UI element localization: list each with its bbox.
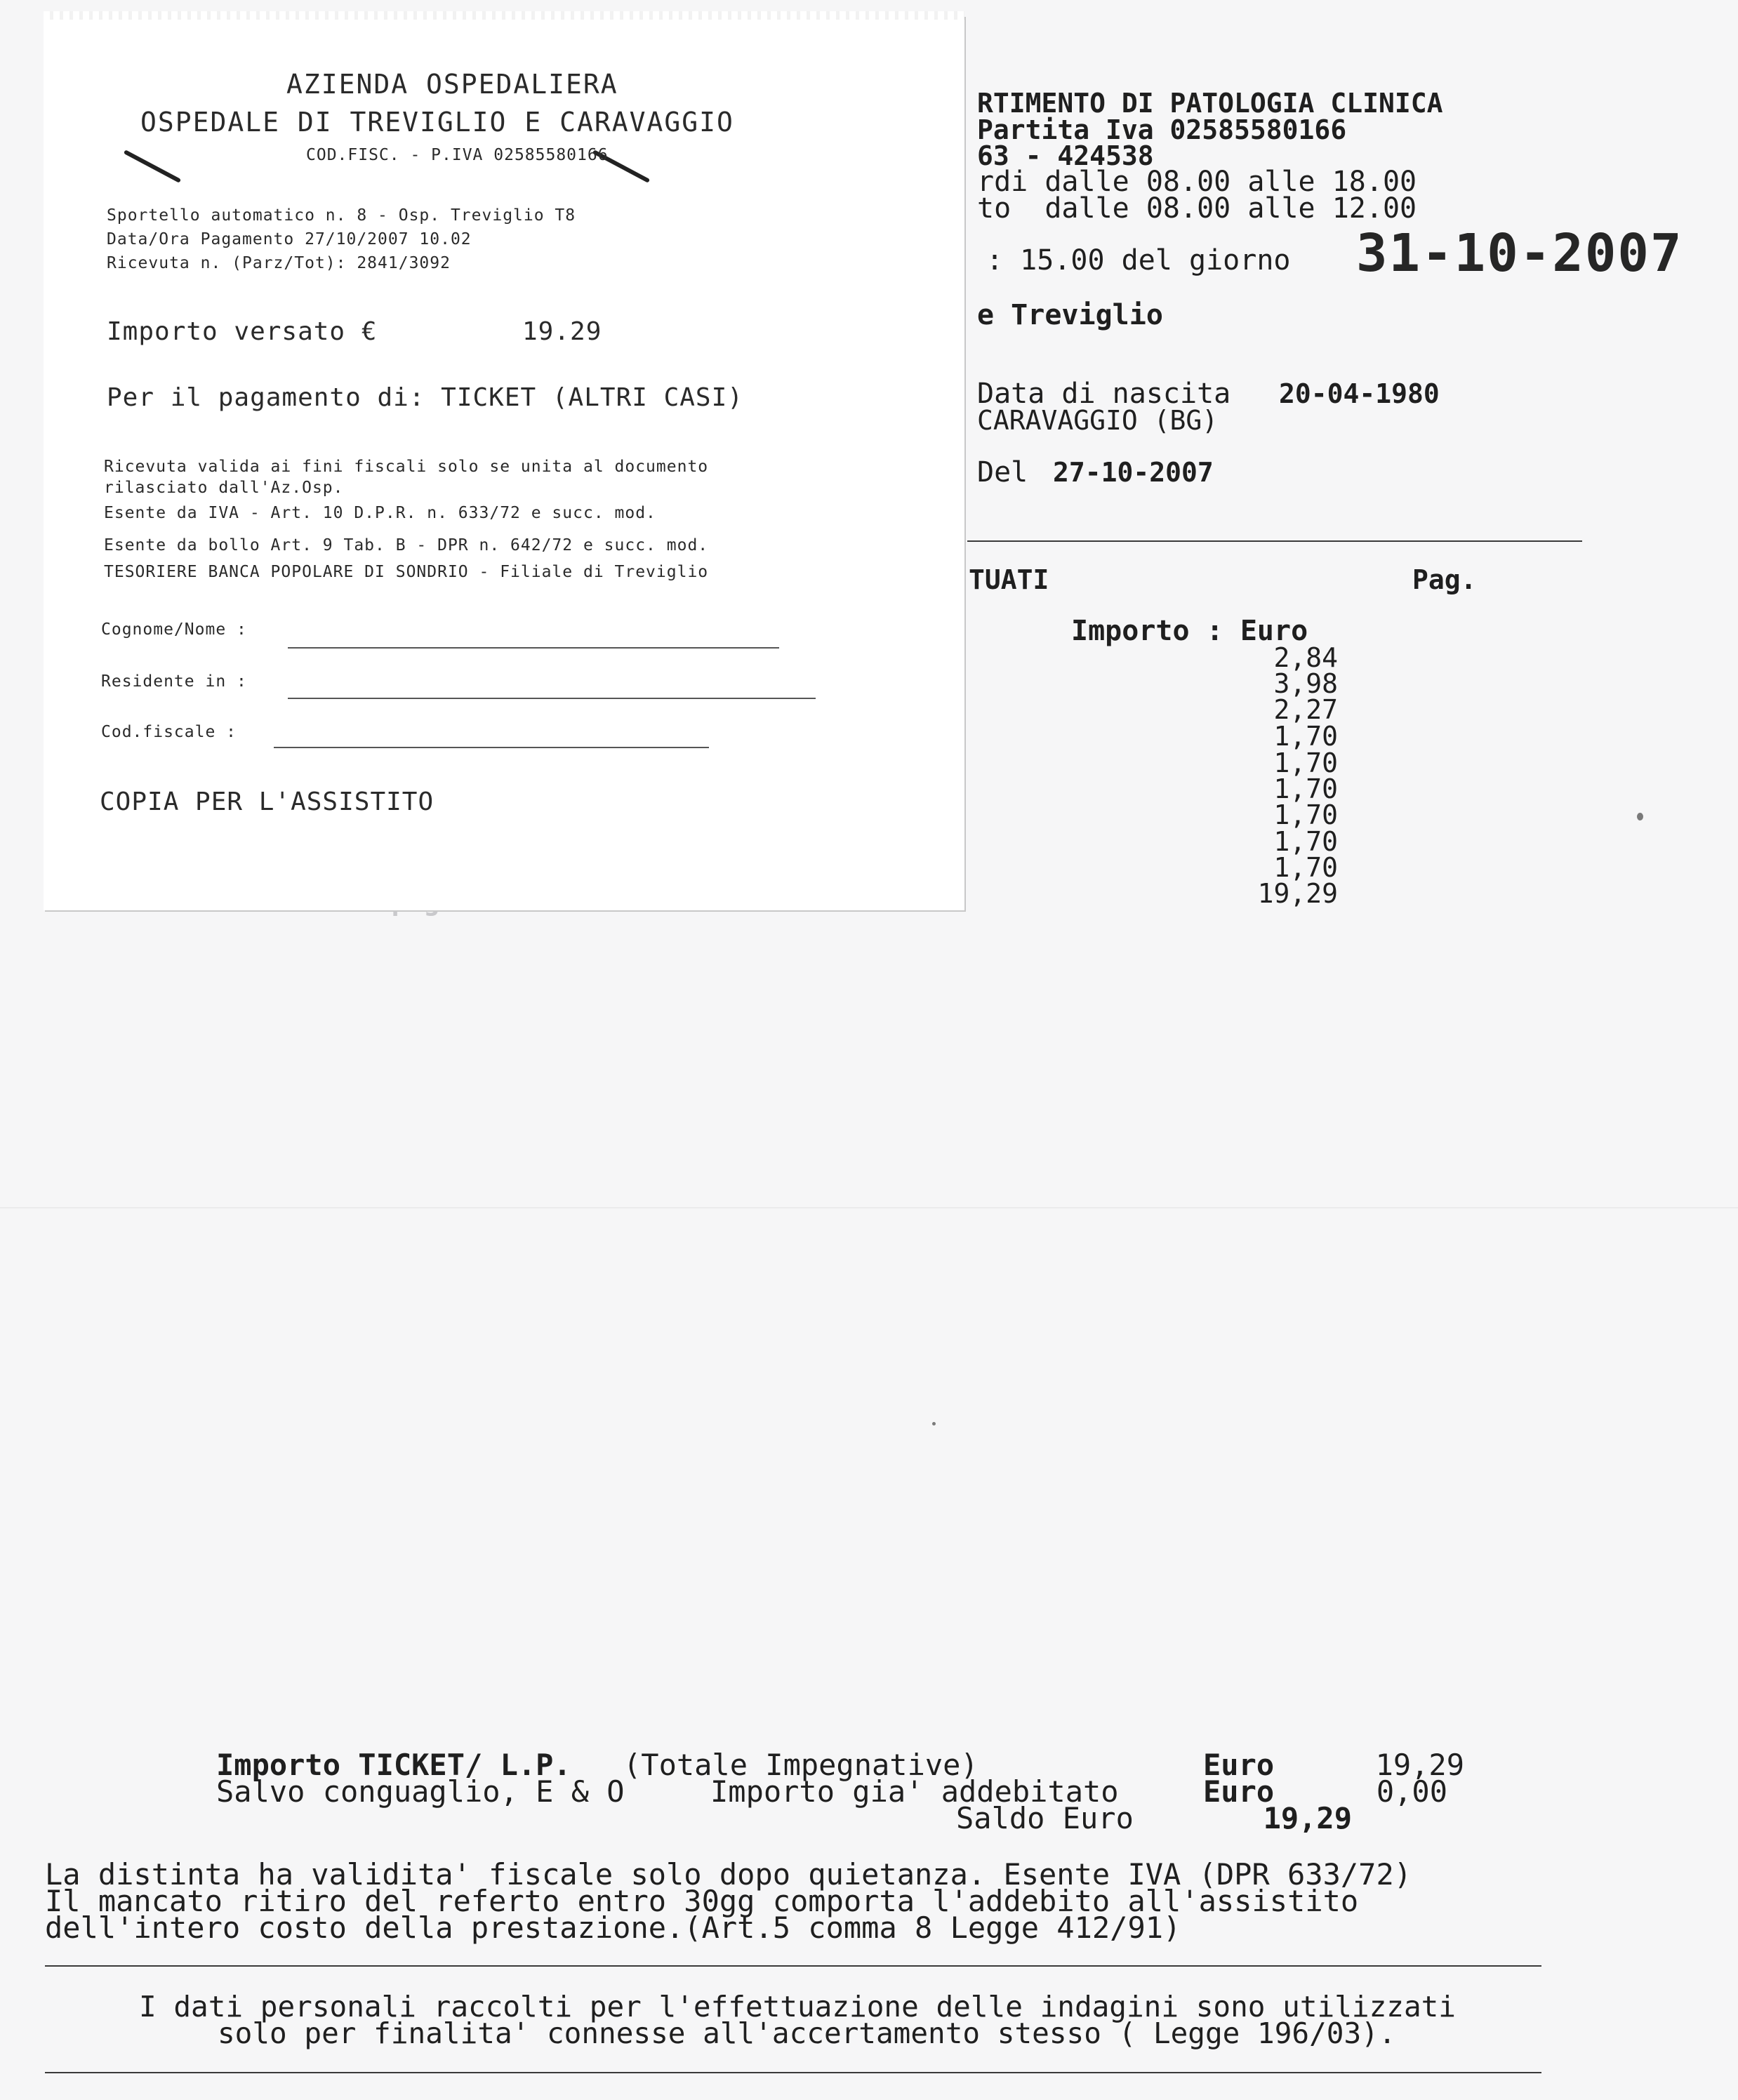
paper-fold bbox=[0, 1207, 1738, 1209]
header-line-5: to dalle 08.00 alle 12.00 bbox=[977, 192, 1417, 225]
importo-header: Importo : Euro bbox=[1071, 615, 1308, 647]
del-label: Del bbox=[977, 456, 1028, 489]
amount-row: 1,70 bbox=[1273, 773, 1338, 804]
section-title: TUATI bbox=[969, 564, 1049, 595]
codfiscale-field-line bbox=[274, 747, 709, 748]
header-line-3: 63 - 424538 bbox=[977, 140, 1154, 171]
amount-row: 3,98 bbox=[1273, 668, 1338, 699]
importo-versato-label: Importo versato € bbox=[107, 317, 378, 346]
header-line-4: rdi dalle 08.00 alle 18.00 bbox=[977, 166, 1417, 198]
amount-row: 1,70 bbox=[1273, 721, 1338, 752]
copia-assistito: COPIA PER L'ASSISTITO bbox=[100, 788, 434, 816]
receipt-note-4: Esente da bollo Art. 9 Tab. B - DPR n. 642/72 e succ. mod. bbox=[104, 536, 709, 554]
saldo-label: Saldo Euro bbox=[956, 1801, 1134, 1835]
section-rule bbox=[967, 540, 1582, 542]
totale-currency: Euro bbox=[1203, 1748, 1275, 1782]
note-line-2: Il mancato ritiro del referto entro 30gg comporta l'addebito all'assistito bbox=[45, 1884, 1359, 1918]
totale-value: 19,29 bbox=[1375, 1748, 1464, 1782]
privacy-bottom-rule bbox=[45, 2072, 1541, 2073]
residente-label: Residente in : bbox=[101, 672, 247, 691]
amount-row: 1,70 bbox=[1273, 799, 1338, 830]
receipt-dataora: Data/Ora Pagamento 27/10/2007 10.02 bbox=[107, 230, 472, 248]
nascita-value: 20-04-1980 bbox=[1279, 378, 1440, 409]
receipt-title-1: AZIENDA OSPEDALIERA bbox=[286, 69, 618, 100]
cognome-label: Cognome/Nome : bbox=[101, 620, 247, 639]
receipt-title-2: OSPEDALE DI TREVIGLIO E CARAVAGGIO bbox=[140, 107, 734, 138]
luogo-nascita: CARAVAGGIO (BG) bbox=[977, 405, 1219, 436]
privacy-line-2: solo per finalita' connesse all'accertamento stesso ( Legge 196/03). bbox=[218, 2016, 1396, 2050]
header-line-2: Partita Iva 02585580166 bbox=[977, 114, 1347, 145]
torn-edge bbox=[44, 11, 964, 20]
ink-speck bbox=[932, 1422, 936, 1426]
amount-row: 1,70 bbox=[1273, 747, 1338, 778]
nascita-label: Data di nascita bbox=[977, 378, 1231, 410]
amount-row: 1,70 bbox=[1273, 826, 1338, 857]
amount-row: 1,70 bbox=[1273, 852, 1338, 883]
amount-row: 2,84 bbox=[1273, 642, 1338, 673]
amount-row: 2,27 bbox=[1273, 694, 1338, 725]
receipt-number: Ricevuta n. (Parz/Tot): 2841/3092 bbox=[107, 254, 451, 272]
importo-versato-value: 19.29 bbox=[522, 317, 602, 346]
addebitato-currency: Euro bbox=[1203, 1774, 1275, 1809]
privacy-line-1: I dati personali raccolti per l'effettuazione delle indagini sono utilizzati bbox=[139, 1990, 1456, 2023]
receipt-note-3: Esente da IVA - Art. 10 D.P.R. n. 633/72 e succ. mod. bbox=[104, 504, 656, 522]
totale-desc: (Totale Impegnative) bbox=[623, 1748, 979, 1782]
note-line-3: dell'intero costo della prestazione.(Art.5 comma 8 Legge 412/91) bbox=[45, 1910, 1181, 1945]
privacy-top-rule bbox=[45, 1965, 1541, 1967]
codfiscale-label: Cod.fiscale : bbox=[101, 723, 237, 741]
addebitato-label: Importo gia' addebitato bbox=[710, 1774, 1119, 1809]
pagamento-di: Per il pagamento di: TICKET (ALTRI CASI) bbox=[107, 383, 743, 412]
receipt-note-1: Ricevuta valida ai fini fiscali solo se unita al documento bbox=[104, 458, 709, 476]
ink-speck bbox=[1637, 813, 1643, 820]
struttura-text: e Treviglio bbox=[977, 299, 1163, 331]
salvo-conguaglio: Salvo conguaglio, E & O bbox=[216, 1774, 625, 1809]
cognome-field-line bbox=[288, 647, 779, 649]
header-line-1: RTIMENTO DI PATOLOGIA CLINICA bbox=[977, 88, 1443, 119]
receipt-note-5: TESORIERE BANCA POPOLARE DI SONDRIO - Filiale di Treviglio bbox=[104, 563, 709, 581]
ritiro-date: 31-10-2007 bbox=[1356, 223, 1683, 284]
payment-receipt bbox=[44, 15, 964, 910]
saldo-value: 19,29 bbox=[1263, 1801, 1352, 1835]
receipt-codfisc: COD.FISC. - P.IVA 02585580166 bbox=[306, 146, 609, 164]
page-label: Pag. bbox=[1412, 564, 1477, 595]
staple-mark bbox=[124, 149, 181, 183]
residente-field-line bbox=[288, 698, 816, 699]
totale-label: Importo TICKET/ L.P. bbox=[216, 1748, 571, 1782]
amount-total: 19,29 bbox=[1257, 878, 1338, 909]
receipt-sportello: Sportello automatico n. 8 - Osp. Treviglio T8 bbox=[107, 206, 576, 225]
del-value: 27-10-2007 bbox=[1053, 457, 1214, 488]
receipt-note-2: rilasciato dall'Az.Osp. bbox=[104, 479, 344, 497]
note-line-1: La distinta ha validita' fiscale solo dopo quietanza. Esente IVA (DPR 633/72) bbox=[45, 1857, 1412, 1892]
ritiro-text: : 15.00 del giorno bbox=[986, 244, 1291, 277]
addebitato-value: 0,00 bbox=[1376, 1774, 1447, 1809]
